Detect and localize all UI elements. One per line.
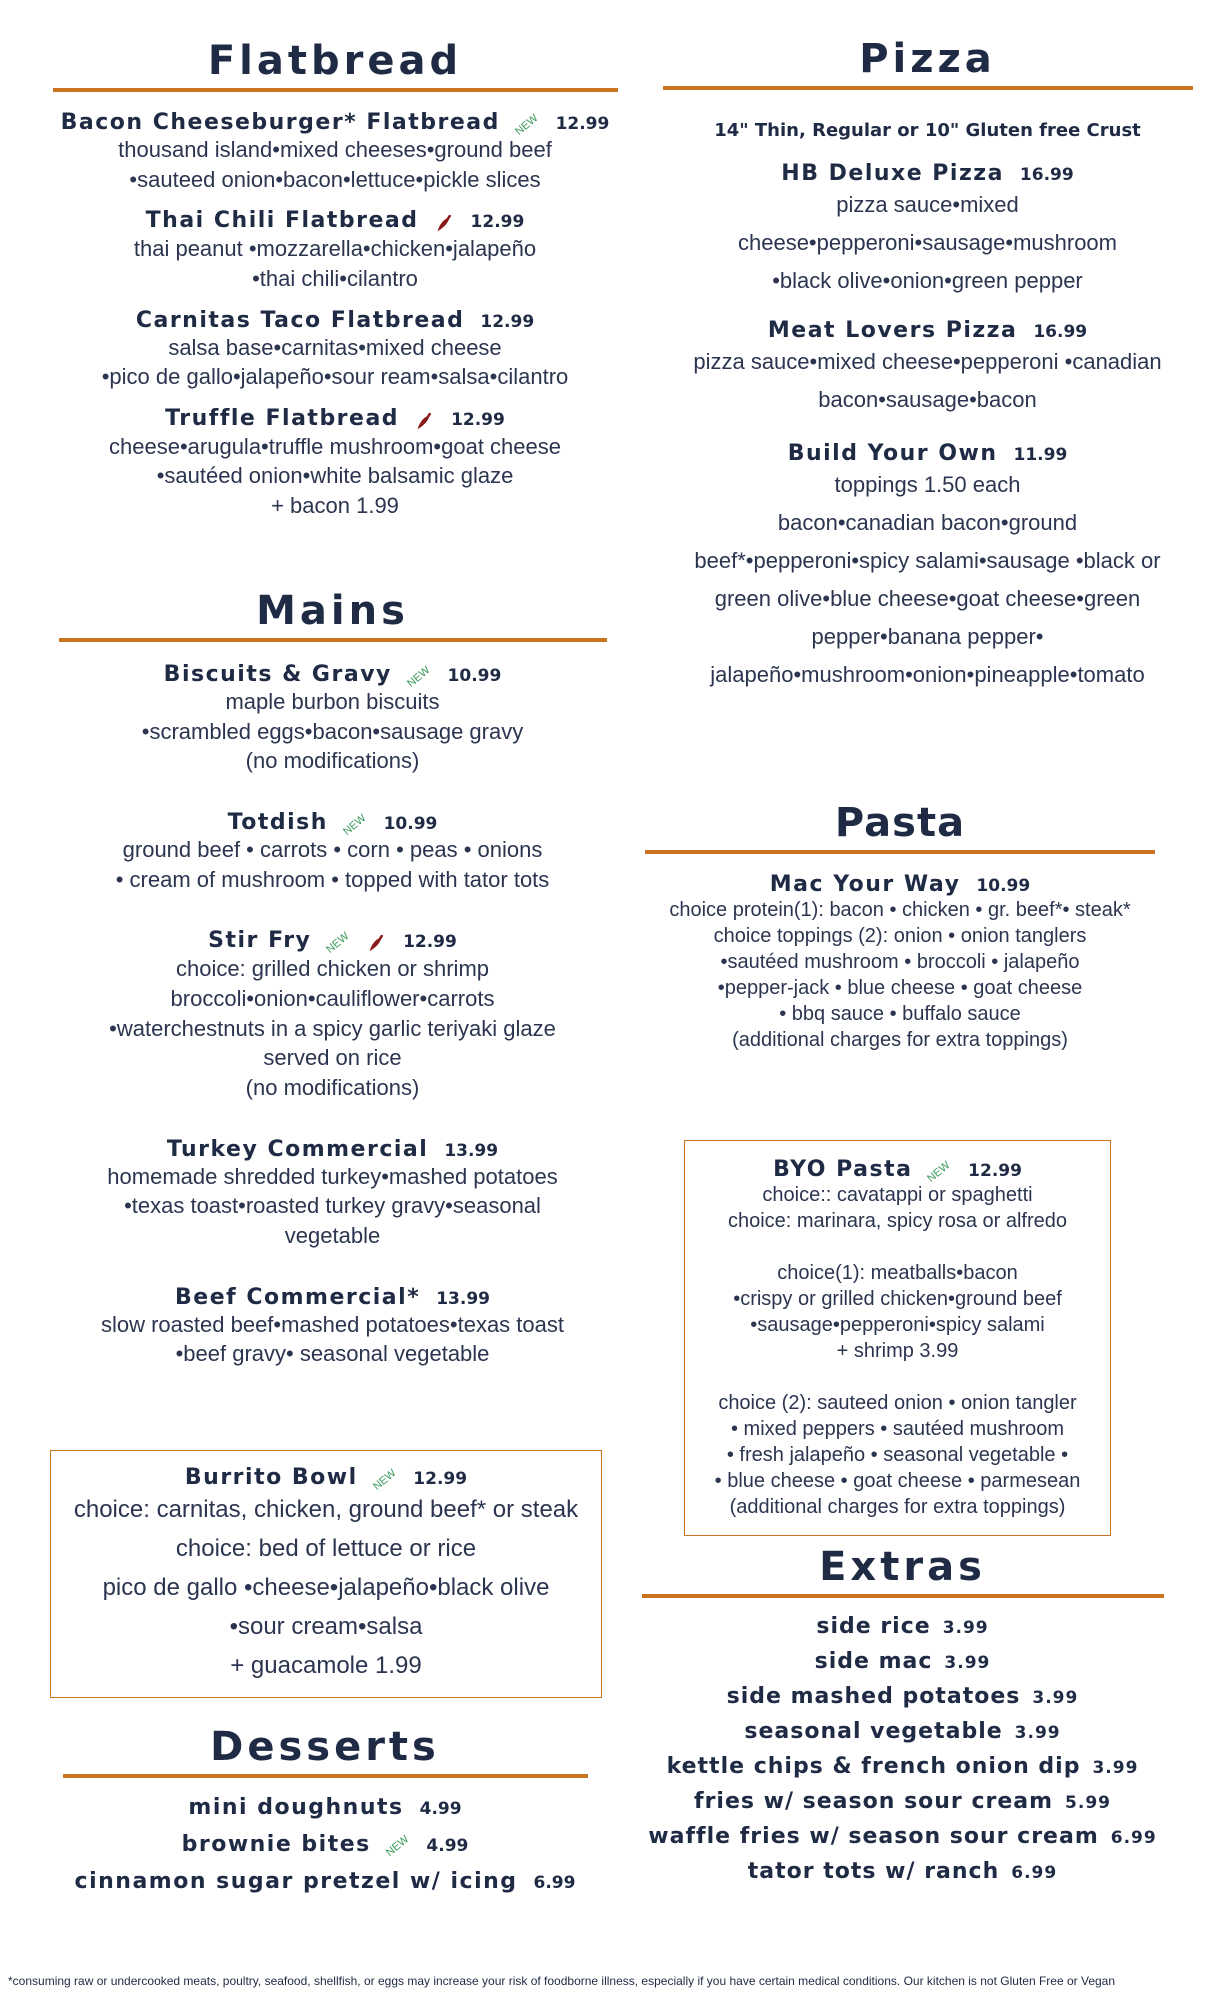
item-description: + shrimp 3.99	[836, 1340, 959, 1362]
byo-pasta-box	[684, 1140, 1111, 1536]
item-description: slow roasted beef•mashed potatoes•texas toast	[100, 1311, 564, 1337]
item-price: 16.99	[1033, 322, 1088, 342]
item-description: • bbq sauce • buffalo sauce	[779, 1003, 1021, 1025]
item-description: choice: carnitas, chicken, ground beef* or steak	[73, 1496, 579, 1523]
item-price: 3.99	[1014, 1723, 1061, 1743]
section-divider	[63, 1774, 588, 1778]
item-price: 6.99	[1011, 1863, 1058, 1883]
item-name: cinnamon sugar pretzel w/ icing	[74, 1869, 518, 1895]
item-description: •crispy or grilled chicken•ground beef	[733, 1288, 1062, 1310]
menu-item	[50, 1285, 615, 1369]
menu-item	[50, 110, 620, 194]
item-price: 3.99	[944, 1653, 991, 1673]
extra-item	[640, 1820, 1165, 1855]
section-heading: Pasta	[834, 800, 966, 846]
chili-pepper-icon	[365, 932, 387, 954]
flatbread-section	[50, 38, 620, 521]
item-name: side rice	[816, 1614, 931, 1639]
item-description: •sautéed onion•white balsamic glaze	[156, 463, 514, 489]
item-description: pizza sauce•mixed cheese•pepperoni •canadian	[693, 349, 1162, 374]
menu-item	[50, 928, 615, 1102]
item-description: thousand island•mixed cheeses•ground beef	[118, 137, 552, 162]
item-name: Thai Chili Flatbread	[145, 208, 419, 234]
item-description: •sausage•pepperoni•spicy salami	[750, 1314, 1045, 1336]
item-description: (additional charges for extra toppings)	[732, 1029, 1068, 1051]
chili-pepper-icon	[433, 212, 455, 234]
section-divider	[59, 638, 607, 642]
item-description: salsa base•carnitas•mixed cheese	[168, 334, 502, 360]
extra-item	[640, 1610, 1165, 1645]
item-description: •beef gravy• seasonal vegetable	[175, 1341, 490, 1367]
crust-options: 14" Thin, Regular or 10" Gluten free Crust	[714, 120, 1141, 141]
item-price: 13.99	[436, 1288, 490, 1309]
item-price: 11.99	[1013, 445, 1068, 465]
item-description: • blue cheese • goat cheese • parmesean	[714, 1470, 1081, 1492]
item-price: 16.99	[1019, 165, 1074, 185]
item-name: Bacon Cheeseburger* Flatbread	[60, 110, 500, 135]
desserts-section	[60, 1724, 590, 1901]
item-description: choice protein(1): bacon • chicken • gr. beef*• steak*	[669, 899, 1131, 921]
section-heading: Pizza	[859, 36, 996, 82]
item-description: •pepper-jack • blue cheese • goat cheese	[717, 977, 1083, 999]
item-name: Truffle Flatbread	[165, 405, 400, 431]
item-description: (additional charges for extra toppings)	[729, 1496, 1066, 1518]
item-name: Mac Your Way	[769, 872, 961, 897]
item-name: Carnitas Taco Flatbread	[135, 307, 465, 333]
item-description: ground beef • carrots • corn • peas • onions	[122, 837, 543, 863]
extra-item	[640, 1855, 1165, 1890]
item-price: 12.99	[480, 311, 535, 332]
mains-section	[50, 588, 615, 1369]
item-description: •sauteed onion•bacon•lettuce•pickle slices	[129, 166, 541, 192]
item-description: (no modifications)	[245, 1074, 420, 1100]
item-description: toppings 1.50 each	[834, 472, 1021, 497]
item-description: bacon•canadian bacon•ground	[777, 510, 1078, 535]
item-description: + bacon 1.99	[271, 493, 399, 519]
item-description: • mixed peppers • sautéed mushroom	[730, 1418, 1065, 1440]
dessert-item	[60, 1827, 590, 1864]
menu-item	[645, 872, 1155, 1053]
item-description: choice: grilled chicken or shrimp	[175, 956, 490, 982]
new-badge: NEW	[925, 1158, 954, 1185]
item-description: choice toppings (2): onion • onion tanglers	[713, 925, 1087, 947]
pizza-section	[660, 36, 1195, 694]
dessert-item	[60, 1864, 590, 1901]
item-name: mini doughnuts	[188, 1795, 404, 1820]
new-badge: NEW	[405, 663, 433, 690]
item-price: 10.99	[976, 876, 1031, 896]
item-description: pepper•banana pepper•	[811, 624, 1044, 649]
item-price: 13.99	[444, 1140, 499, 1161]
item-name: Beef Commercial*	[175, 1284, 421, 1310]
item-price: 3.99	[1092, 1758, 1139, 1778]
item-description: homemade shredded turkey•mashed potatoes	[107, 1163, 558, 1189]
dessert-item	[60, 1790, 590, 1827]
item-price: 12.99	[470, 212, 525, 233]
section-divider	[663, 86, 1193, 90]
item-description: •black olive•onion•green pepper	[772, 268, 1083, 293]
item-description: beef*•pepperoni•spicy salami•sausage •black or	[694, 548, 1161, 573]
item-description: maple burbon biscuits	[225, 689, 440, 714]
item-description: choice (2): sauteed onion • onion tangler	[718, 1392, 1077, 1414]
section-heading: Flatbread	[207, 38, 463, 84]
item-description: bacon•sausage•bacon	[818, 387, 1037, 412]
item-name: Biscuits & Gravy	[163, 662, 392, 687]
menu-item	[660, 441, 1195, 694]
item-description: choice: marinara, spicy rosa or alfredo	[727, 1210, 1068, 1232]
allergen-disclaimer: *consuming raw or undercooked meats, poultry, seafood, shellfish, or eggs may increase your risk of foodborne illness, especially if you have certain medical conditions. Our kitchen is not Gluten Free or Vegan	[8, 1974, 1116, 1988]
item-description: choice(1): meatballs•bacon	[777, 1262, 1018, 1284]
item-price: 3.99	[942, 1618, 989, 1638]
item-description: •sour cream•salsa	[229, 1613, 423, 1640]
section-divider	[53, 88, 618, 92]
item-price: 4.99	[426, 1836, 469, 1856]
section-heading: Mains	[256, 588, 409, 634]
item-description: pico de gallo •cheese•jalapeño•black olive	[102, 1574, 550, 1601]
item-description: pizza sauce•mixed	[836, 192, 1019, 217]
item-name: seasonal vegetable	[744, 1719, 1003, 1744]
menu-item	[50, 208, 620, 293]
item-description: choice: bed of lettuce or rice	[175, 1535, 477, 1562]
item-name: Totdish	[227, 810, 328, 836]
item-name: Stir Fry	[208, 928, 312, 954]
extra-item	[640, 1785, 1165, 1820]
item-description: jalapeño•mushroom•onion•pineapple•tomato	[710, 662, 1145, 687]
extras-section	[640, 1544, 1165, 1890]
item-description: •sautéed mushroom • broccoli • jalapeño	[720, 951, 1080, 973]
pasta-section	[645, 800, 1155, 1053]
item-name: side mashed potatoes	[726, 1684, 1021, 1709]
item-description: •thai chili•cilantro	[252, 265, 418, 291]
item-name: kettle chips & french onion dip	[666, 1754, 1081, 1779]
new-badge: NEW	[341, 811, 369, 838]
item-description: •texas toast•roasted turkey gravy•seasonal	[124, 1193, 541, 1219]
item-price: 12.99	[413, 1469, 468, 1489]
menu-item	[50, 662, 615, 776]
item-name: Turkey Commercial	[166, 1136, 429, 1162]
item-description: thai peanut •mozzarella•chicken•jalapeño	[133, 236, 537, 262]
item-description: + guacamole 1.99	[230, 1652, 422, 1679]
item-price: 10.99	[383, 814, 438, 835]
item-price: 3.99	[1032, 1688, 1079, 1708]
item-price: 6.99	[533, 1873, 576, 1894]
new-badge: NEW	[370, 1466, 399, 1493]
item-description: choice:: cavatappi or spaghetti	[762, 1184, 1033, 1206]
extra-item	[640, 1715, 1165, 1750]
item-price: 4.99	[419, 1799, 462, 1819]
item-price: 6.99	[1110, 1828, 1157, 1848]
menu-item	[50, 1137, 615, 1251]
section-divider	[645, 850, 1155, 854]
item-description: •pico de gallo•jalapeño•sour ream•salsa•cilantro	[101, 364, 569, 390]
item-name: Burrito Bowl	[184, 1465, 358, 1490]
new-badge: NEW	[324, 930, 352, 957]
item-description: • cream of mushroom • topped with tator tots	[115, 866, 550, 892]
section-divider	[642, 1594, 1164, 1598]
extra-item	[640, 1680, 1165, 1715]
extra-item	[640, 1645, 1165, 1680]
item-name: HB Deluxe Pizza	[781, 161, 1004, 186]
item-description: •waterchestnuts in a spicy garlic teriyaki glaze	[109, 1015, 556, 1041]
menu-item	[50, 406, 620, 521]
item-description: cheese•pepperoni•sausage•mushroom	[737, 230, 1117, 255]
item-description: broccoli•onion•cauliflower•carrots	[170, 985, 495, 1011]
section-heading: Desserts	[210, 1724, 440, 1770]
item-price: 12.99	[403, 932, 457, 953]
item-description: •scrambled eggs•bacon•sausage gravy	[141, 718, 524, 744]
item-price: 12.99	[555, 114, 610, 134]
item-name: tator tots w/ ranch	[747, 1859, 1000, 1884]
new-badge: NEW	[383, 1833, 411, 1860]
item-description: cheese•arugula•truffle mushroom•goat cheese	[109, 433, 561, 459]
item-description: green olive•blue cheese•goat cheese•green	[714, 586, 1141, 611]
item-name: waffle fries w/ season sour cream	[648, 1824, 1099, 1849]
item-name: brownie bites	[181, 1832, 371, 1857]
item-description: • fresh jalapeño • seasonal vegetable •	[726, 1444, 1069, 1466]
item-name: BYO Pasta	[773, 1157, 913, 1182]
item-name: Build Your Own	[787, 441, 998, 466]
item-price: 12.99	[451, 409, 505, 430]
extra-item	[640, 1750, 1165, 1785]
item-price: 10.99	[447, 666, 502, 686]
item-description: vegetable	[284, 1223, 381, 1249]
menu-item	[50, 810, 615, 894]
item-name: fries w/ season sour cream	[694, 1789, 1054, 1814]
menu-item	[660, 318, 1195, 419]
new-badge: NEW	[513, 111, 541, 138]
item-name: side mac	[814, 1649, 933, 1674]
menu-item	[50, 308, 620, 392]
section-heading: Extras	[819, 1544, 986, 1590]
burrito-bowl-box	[50, 1450, 602, 1698]
item-description: (no modifications)	[245, 748, 420, 774]
chili-pepper-icon	[413, 410, 435, 432]
item-description: served on rice	[263, 1045, 402, 1071]
menu-item	[660, 161, 1195, 300]
item-price: 5.99	[1065, 1793, 1111, 1813]
item-name: Meat Lovers Pizza	[767, 318, 1018, 343]
item-price: 12.99	[968, 1161, 1022, 1181]
